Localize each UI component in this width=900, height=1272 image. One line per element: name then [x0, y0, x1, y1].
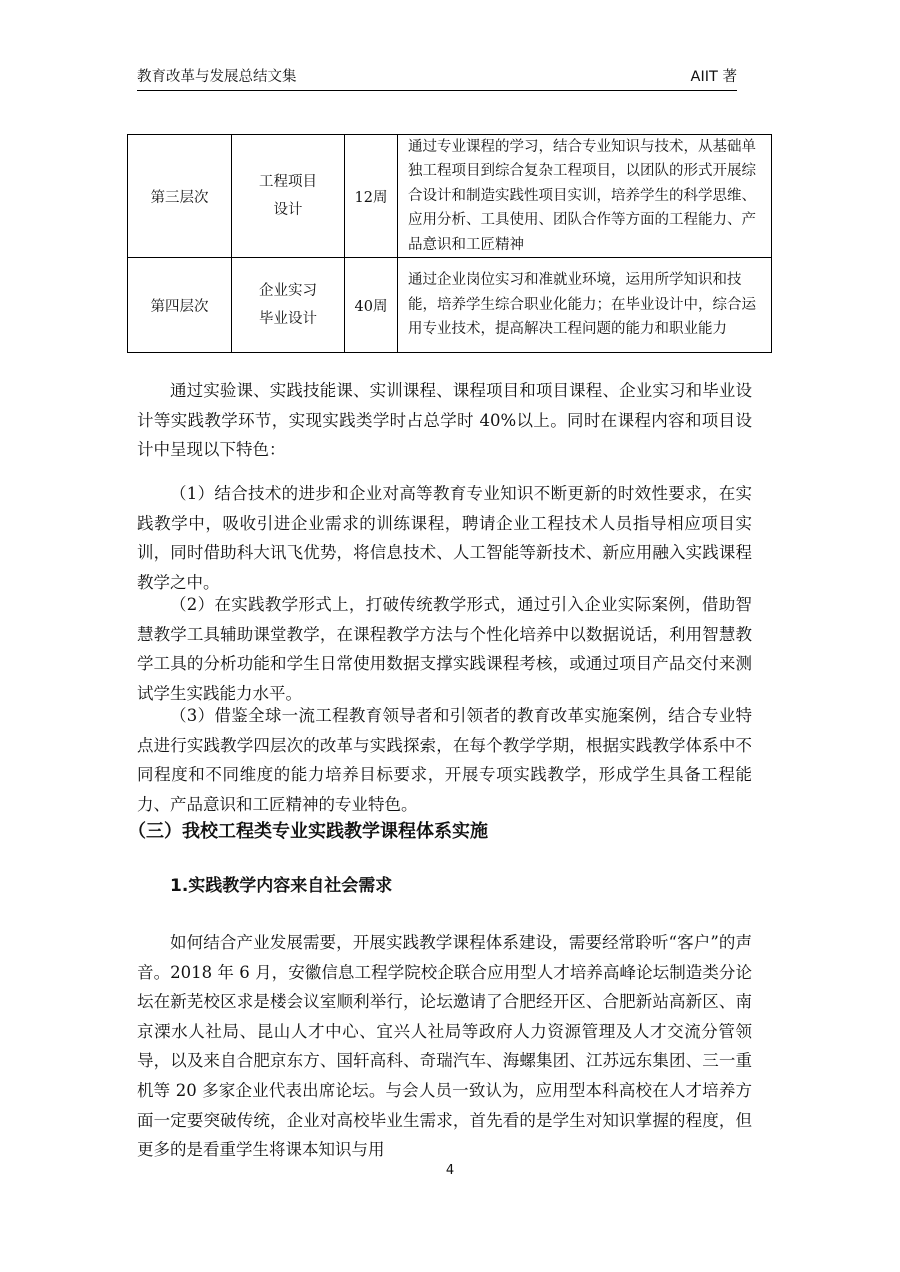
- duration-cell: 40周: [345, 258, 398, 353]
- project-line: 毕业设计: [259, 311, 317, 328]
- feature-item-1: （1）结合技术的进步和企业对高等教育专业知识不断更新的时效性要求，在实践教学中，吸收引进企业需求的训练课程，聘请企业工程技术人员指导相应项目实训，同时借助科大讯飞优势，将信息技术、人工智能等新技术、新应用融入实践课程教学之中。: [137, 484, 752, 592]
- project-line: 工程项目: [259, 174, 317, 191]
- project-line: 设计: [273, 202, 303, 219]
- project-cell: [232, 135, 345, 258]
- level-cell: 第三层次: [128, 135, 232, 258]
- description-cell: 通过专业课程的学习，结合专业知识与技术，从基础单独工程项目到综合复杂工程项目，以团队的形式开展综合设计和制造实践性项目实训，培养学生的科学思维、应用分析、工具使用、团队合作等方面的工程能力、产品意识和工匠精神: [398, 135, 772, 258]
- feature-item-2: （2）在实践教学形式上，打破传统教学形式，通过引入企业实际案例，借助智慧教学工具辅助课堂教学，在课程教学方法与个性化培养中以数据说话，利用智慧教学工具的分析功能和学生日常使用数据支撑实践课程考核，或通过项目产品交付来测试学生实践能力水平。: [137, 595, 752, 703]
- body-paragraph: 如何结合产业发展需要，开展实践教学课程体系建设，需要经常聆听“客户”的声音。2018 年 6 月，安徽信息工程学院校企联合应用型人才培养高峰论坛制造类分论坛在新芜校区求是楼会议室顺利举行，论坛邀请了合肥经开区、合肥新站高新区、南京溧水人社局、昆山人才中心、宜兴人社局等政府人力资源管理及人才交流分管领导，以及来自合肥京东方、国轩高科、奇瑞汽车、海螺集团、江苏远东集团、三一重机等 20 多家企业代表出席论坛。与会人员一致认为，应用型本科高校在人才培养方面一定要突破传统，企业对高校毕业生需求，首先看的是学生对知识掌握的程度，但更多的是看重学生将课本知识与用: [137, 933, 752, 1160]
- description-cell: 通过企业岗位实习和准就业环境，运用所学知识和技能，培养学生综合职业化能力；在毕业设计中，综合运用专业技术，提高解决工程问题的能力和职业能力: [398, 258, 772, 353]
- intro-paragraph: 通过实验课、实践技能课、实训课程、课程项目和项目课程、企业实习和毕业设计等实践教学环节，实现实践类学时占总学时 40%以上。同时在课程内容和项目设计中呈现以下特色：: [137, 381, 752, 460]
- page-header: [137, 66, 737, 91]
- duration-cell: 12周: [345, 135, 398, 258]
- sub-heading: 1.实践教学内容来自社会需求: [170, 876, 393, 896]
- project-cell: [232, 258, 345, 353]
- table-row: [128, 258, 772, 353]
- feature-item-3: （3）借鉴全球一流工程教育领导者和引领者的教育改革实施案例，结合专业特点进行实践教学四层次的改革与实践探索，在每个教学学期，根据实践教学体系中不同程度和不同维度的能力培养目标要求，开展专项实践教学，形成学生具备工程能力、产品意识和工匠精神的专业特色。: [137, 706, 752, 814]
- practice-level-table: [127, 134, 772, 353]
- table-row: [128, 135, 772, 258]
- page-number: 4: [445, 1163, 455, 1178]
- section-heading: （三）我校工程类专业实践教学课程体系实施: [128, 821, 488, 842]
- level-cell: 第四层次: [128, 258, 232, 353]
- header-author: AIIT 著: [690, 69, 737, 85]
- project-line: 企业实习: [259, 283, 317, 300]
- header-title: 教育改革与发展总结文集: [137, 69, 297, 85]
